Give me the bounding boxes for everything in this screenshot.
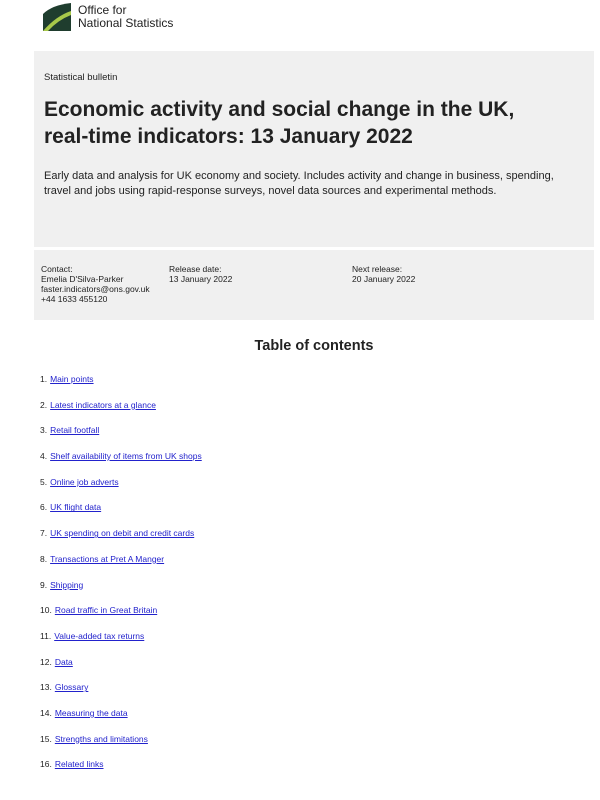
contact-email: faster.indicators@ons.gov.uk [41, 284, 150, 294]
toc-link-strengths-limitations[interactable]: Strengths and limitations [54, 733, 148, 744]
toc-number: 12. [40, 656, 52, 667]
bulletin-summary: Early data and analysis for UK economy and society. Includes activity and change in business, spending, travel and jobs using rapid-response surveys, novel data sources and experimental methods. [44, 170, 554, 197]
toc-number: 15. [40, 733, 52, 744]
toc-item [40, 759, 202, 785]
toc-link-pret-transactions[interactable]: Transactions at Pret A Manger [50, 553, 165, 564]
bulletin-meta [34, 250, 594, 320]
toc-item [40, 682, 202, 708]
toc-item [40, 631, 202, 657]
release-label: Release date: [169, 264, 222, 274]
toc-link-shelf-availability[interactable]: Shelf availability of items from UK shops [50, 451, 202, 462]
toc-link-retail-footfall[interactable]: Retail footfall [50, 425, 100, 436]
next-release-info [352, 264, 415, 284]
toc-link-main-points[interactable]: Main points [50, 374, 94, 384]
contact-label: Contact: [41, 264, 73, 274]
toc-link-latest-indicators[interactable]: Latest indicators at a glance [50, 399, 156, 410]
toc-link-vat-returns[interactable]: Value-added tax returns [54, 630, 145, 641]
toc-link-related-links[interactable]: Related links [54, 759, 104, 770]
toc-link-online-job-adverts[interactable]: Online job adverts [50, 476, 119, 487]
toc-number: 6. [40, 502, 48, 513]
toc-number: 9. [40, 579, 48, 590]
toc-item [40, 400, 202, 426]
table-of-contents [40, 374, 202, 785]
toc-number: 1. [40, 374, 48, 384]
toc-item [40, 477, 202, 503]
toc-number: 3. [40, 425, 48, 436]
ons-logo[interactable] [42, 0, 173, 34]
ons-logo-text [78, 4, 173, 30]
toc-number: 11. [40, 630, 52, 641]
next-release-label: Next release: [352, 264, 403, 274]
release-info [169, 264, 232, 284]
logo-line-1: Office for [78, 3, 127, 17]
toc-number: 14. [40, 707, 52, 718]
bulletin-type: Statistical bulletin [44, 72, 118, 83]
ons-logo-icon [42, 2, 72, 32]
toc-link-shipping[interactable]: Shipping [50, 579, 84, 590]
toc-item [40, 554, 202, 580]
toc-link-uk-spending[interactable]: UK spending on debit and credit cards [50, 528, 195, 539]
toc-item [40, 734, 202, 760]
contact-name: Emelia D'Silva-Parker [41, 274, 124, 284]
toc-number: 2. [40, 399, 48, 410]
contact-info [41, 264, 150, 304]
toc-item [40, 502, 202, 528]
toc-number: 10. [40, 605, 52, 616]
toc-number: 13. [40, 682, 52, 693]
toc-item [40, 451, 202, 477]
toc-item [40, 605, 202, 631]
toc-link-measuring-the-data[interactable]: Measuring the data [54, 707, 128, 718]
release-date: 13 January 2022 [169, 274, 233, 284]
toc-number: 5. [40, 476, 48, 487]
next-release-date: 20 January 2022 [352, 274, 416, 284]
toc-number: 4. [40, 451, 48, 462]
toc-number: 7. [40, 528, 48, 539]
toc-link-data[interactable]: Data [54, 656, 73, 667]
toc-number: 16. [40, 759, 52, 770]
toc-item [40, 708, 202, 734]
toc-item [40, 657, 202, 683]
toc-title: Table of contents [254, 338, 374, 354]
toc-item [40, 528, 202, 554]
logo-line-2: National Statistics [78, 16, 174, 30]
toc-item [40, 425, 202, 451]
toc-link-glossary[interactable]: Glossary [54, 682, 89, 693]
page-title: Economic activity and social change in the UK, real-time indicators: 13 January 2022 [44, 98, 515, 148]
toc-item [40, 374, 202, 400]
toc-link-uk-flight-data[interactable]: UK flight data [50, 502, 102, 513]
contact-phone: +44 1633 455120 [41, 294, 108, 304]
toc-link-road-traffic[interactable]: Road traffic in Great Britain [54, 605, 158, 616]
toc-number: 8. [40, 553, 48, 564]
toc-item [40, 580, 202, 606]
bulletin-banner [34, 51, 594, 247]
